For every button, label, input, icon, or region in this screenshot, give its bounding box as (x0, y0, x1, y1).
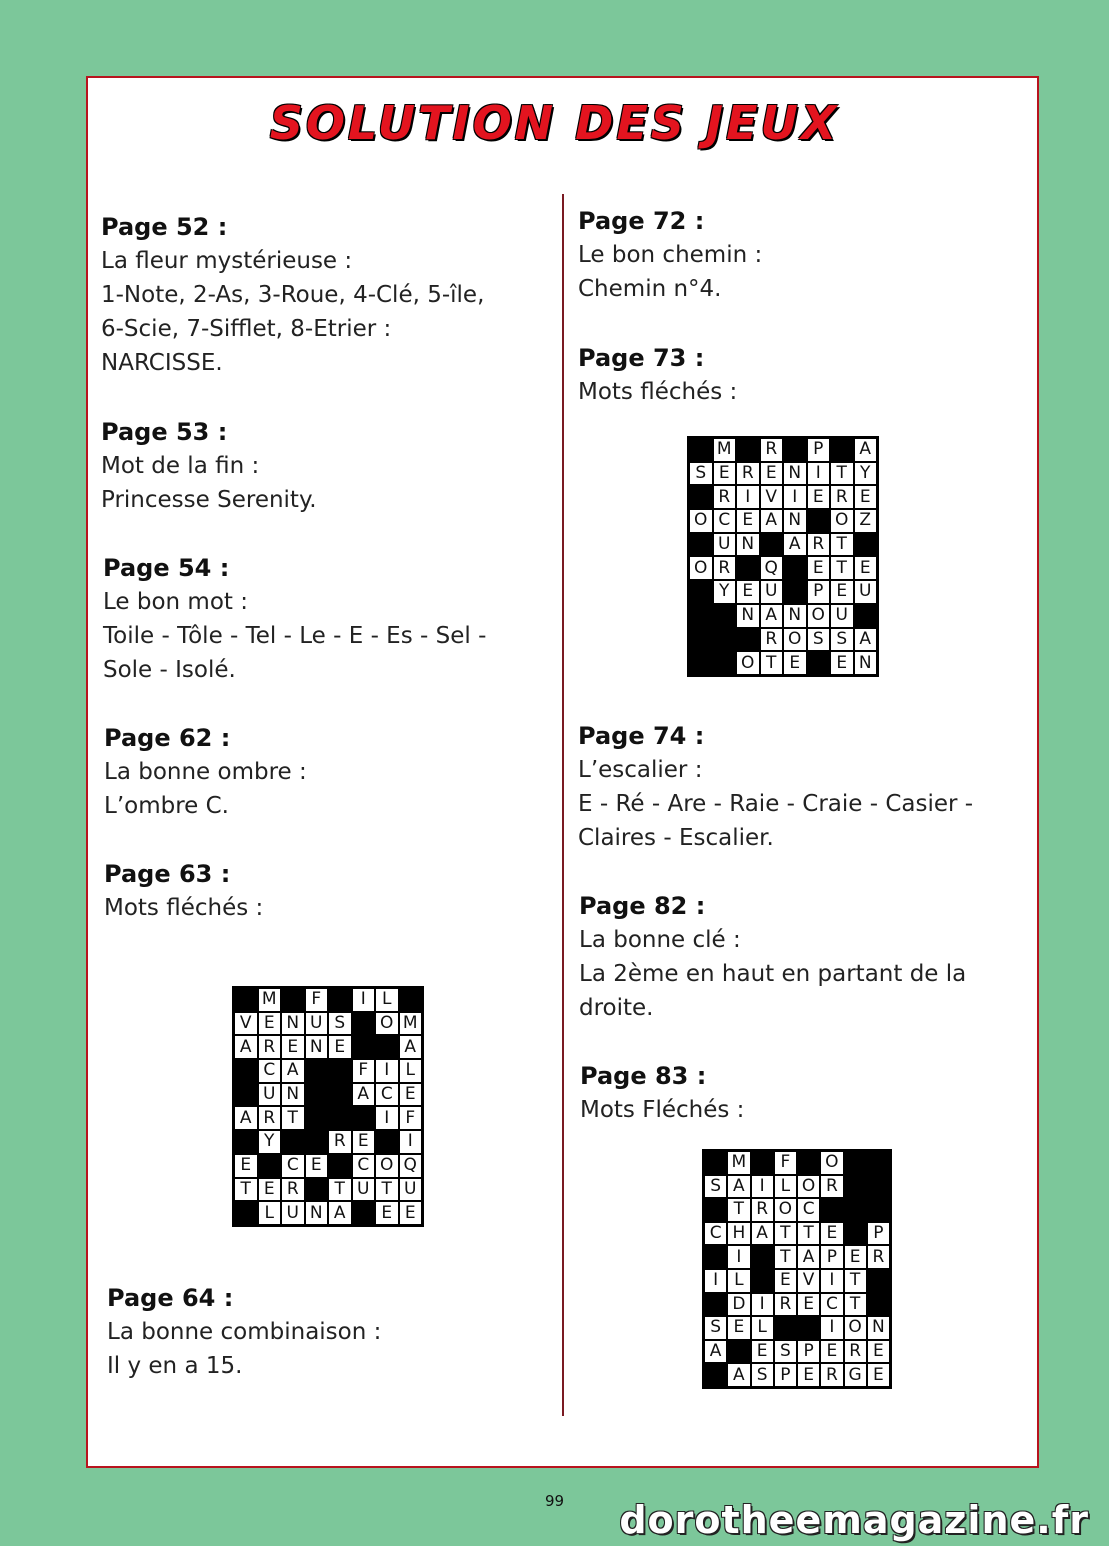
section-line: NARCISSE. (101, 350, 223, 376)
letter-cell: S (329, 1013, 351, 1035)
letter-cell: E (808, 486, 830, 508)
black-cell (690, 581, 712, 603)
section-heading: Page 62 : (104, 724, 231, 752)
section-page-52 (101, 210, 541, 380)
letter-cell: N (737, 605, 759, 627)
section-line: La 2ème en haut en partant de la (579, 961, 967, 987)
letter-cell: R (752, 1199, 773, 1221)
letter-cell: N (737, 534, 759, 556)
letter-cell: T (282, 1107, 304, 1129)
black-cell (235, 1084, 257, 1106)
black-cell (306, 1131, 328, 1153)
black-cell (329, 1107, 351, 1129)
letter-cell: F (400, 1107, 422, 1129)
letter-cell: T (845, 1270, 866, 1292)
black-cell (329, 989, 351, 1011)
black-cell (259, 1155, 281, 1177)
letter-cell: R (761, 629, 783, 651)
section-heading: Page 74 : (578, 722, 705, 750)
black-cell (306, 1084, 328, 1106)
site-watermark: dorotheemagazine.fr (619, 1498, 1089, 1542)
black-cell (714, 605, 736, 627)
letter-cell: D (728, 1294, 749, 1316)
section-heading: Page 72 : (578, 207, 705, 235)
black-cell (690, 629, 712, 651)
letter-cell: U (306, 1013, 328, 1035)
letter-cell: R (821, 1364, 842, 1386)
letter-cell: N (784, 510, 806, 532)
letter-cell: N (306, 1202, 328, 1224)
section-line: La fleur mystérieuse : (101, 248, 353, 274)
black-cell (235, 989, 257, 1011)
letter-cell: E (868, 1364, 889, 1386)
section-page-73 (578, 341, 1018, 409)
black-cell (705, 1294, 726, 1316)
section-line: Il y en a 15. (107, 1353, 243, 1379)
letter-cell: A (761, 605, 783, 627)
section-line: L’escalier : (578, 757, 703, 783)
letter-cell: U (855, 581, 877, 603)
letter-cell: E (761, 463, 783, 485)
letter-cell: C (353, 1155, 375, 1177)
black-cell (353, 1107, 375, 1129)
letter-cell: I (821, 1317, 842, 1339)
crossword-cells (705, 1152, 889, 1386)
letter-cell: E (808, 557, 830, 579)
black-cell (690, 439, 712, 461)
black-cell (845, 1223, 866, 1245)
letter-cell: T (761, 652, 783, 674)
letter-cell: R (821, 1176, 842, 1198)
letter-cell: T (775, 1246, 796, 1268)
black-cell (798, 1317, 819, 1339)
letter-cell: R (737, 463, 759, 485)
black-cell (714, 652, 736, 674)
letter-cell: T (235, 1179, 257, 1201)
letter-cell: A (705, 1341, 726, 1363)
letter-cell: I (353, 989, 375, 1011)
letter-cell: T (831, 557, 853, 579)
section-heading: Page 52 : (101, 213, 228, 241)
black-cell (737, 557, 759, 579)
section-line: Mot de la fin : (101, 453, 260, 479)
letter-cell: C (705, 1223, 726, 1245)
letter-cell: C (282, 1155, 304, 1177)
letter-cell: L (752, 1317, 773, 1339)
letter-cell: O (784, 629, 806, 651)
letter-cell: I (752, 1294, 773, 1316)
black-cell (329, 1155, 351, 1177)
letter-cell: M (728, 1152, 749, 1174)
letter-cell: R (761, 439, 783, 461)
letter-cell: L (259, 1202, 281, 1224)
section-line: Toile - Tôle - Tel - Le - E - Es - Sel - (103, 623, 487, 649)
black-cell (235, 1060, 257, 1082)
section-page-83 (580, 1059, 1020, 1127)
black-cell (235, 1131, 257, 1153)
letter-cell: E (855, 486, 877, 508)
letter-cell: P (808, 581, 830, 603)
black-cell (705, 1152, 726, 1174)
letter-cell: U (282, 1202, 304, 1224)
letter-cell: R (831, 486, 853, 508)
letter-cell: M (259, 989, 281, 1011)
black-cell (705, 1199, 726, 1221)
letter-cell: C (259, 1060, 281, 1082)
section-line: L’ombre C. (104, 793, 229, 819)
letter-cell: P (868, 1223, 889, 1245)
letter-cell: O (690, 557, 712, 579)
letter-cell: A (784, 534, 806, 556)
section-page-62 (104, 721, 544, 823)
letter-cell: T (831, 534, 853, 556)
section-line: 6-Scie, 7-Sifflet, 8-Etrier : (101, 316, 392, 342)
letter-cell: R (714, 486, 736, 508)
section-page-82 (579, 889, 1019, 1025)
letter-cell: F (306, 989, 328, 1011)
letter-cell: U (761, 581, 783, 603)
section-line: Claires - Escalier. (578, 825, 774, 851)
letter-cell: A (855, 439, 877, 461)
letter-cell: Q (400, 1155, 422, 1177)
letter-cell: N (868, 1317, 889, 1339)
section-line: 1-Note, 2-As, 3-Roue, 4-Clé, 5-île, (101, 282, 485, 308)
black-cell (784, 439, 806, 461)
letter-cell: I (705, 1270, 726, 1292)
letter-cell: L (376, 989, 398, 1011)
black-cell (752, 1270, 773, 1292)
letter-cell: O (775, 1199, 796, 1221)
letter-cell: A (728, 1364, 749, 1386)
black-cell (353, 1036, 375, 1058)
letter-cell: E (376, 1202, 398, 1224)
letter-cell: E (845, 1246, 866, 1268)
letter-cell: I (808, 463, 830, 485)
letter-cell: R (868, 1246, 889, 1268)
section-page-54 (103, 551, 543, 687)
letter-cell: U (831, 605, 853, 627)
letter-cell: S (752, 1364, 773, 1386)
letter-cell: N (282, 1084, 304, 1106)
section-heading: Page 63 : (104, 860, 231, 888)
column-divider (562, 194, 564, 1416)
letter-cell: O (737, 652, 759, 674)
black-cell (784, 581, 806, 603)
letter-cell: E (784, 652, 806, 674)
black-cell (376, 1131, 398, 1153)
black-cell (821, 1199, 842, 1221)
letter-cell: Y (855, 463, 877, 485)
page-number: 99 (544, 1492, 565, 1510)
section-page-72 (578, 204, 1018, 306)
letter-cell: E (353, 1131, 375, 1153)
letter-cell: M (400, 1013, 422, 1035)
letter-cell: M (714, 439, 736, 461)
letter-cell: E (737, 510, 759, 532)
letter-cell: A (728, 1176, 749, 1198)
letter-cell: E (259, 1013, 281, 1035)
letter-cell: A (855, 629, 877, 651)
letter-cell: A (761, 510, 783, 532)
black-cell (705, 1246, 726, 1268)
letter-cell: N (784, 605, 806, 627)
letter-cell: I (784, 486, 806, 508)
letter-cell: Y (259, 1131, 281, 1153)
letter-cell: R (775, 1294, 796, 1316)
letter-cell: E (868, 1341, 889, 1363)
crossword-grid-page-83 (702, 1149, 892, 1389)
letter-cell: T (845, 1294, 866, 1316)
letter-cell: P (775, 1364, 796, 1386)
section-line: Le bon mot : (103, 589, 248, 615)
section-line: Le bon chemin : (578, 242, 763, 268)
letter-cell: N (282, 1013, 304, 1035)
letter-cell: A (235, 1036, 257, 1058)
letter-cell: H (728, 1223, 749, 1245)
black-cell (808, 652, 830, 674)
black-cell (353, 1013, 375, 1035)
black-cell (329, 1060, 351, 1082)
letter-cell: A (353, 1084, 375, 1106)
black-cell (306, 1179, 328, 1201)
letter-cell: I (376, 1107, 398, 1129)
section-heading: Page 64 : (107, 1284, 234, 1312)
letter-cell: T (728, 1199, 749, 1221)
letter-cell: I (821, 1270, 842, 1292)
section-line: La bonne clé : (579, 927, 741, 953)
page-title: SOLUTION DES JEUX (269, 96, 840, 150)
letter-cell: L (400, 1060, 422, 1082)
letter-cell: N (855, 652, 877, 674)
black-cell (400, 989, 422, 1011)
letter-cell: R (845, 1341, 866, 1363)
black-cell (868, 1152, 889, 1174)
letter-cell: E (798, 1364, 819, 1386)
letter-cell: E (306, 1155, 328, 1177)
letter-cell: A (235, 1107, 257, 1129)
section-line: Sole - Isolé. (103, 657, 236, 683)
crossword-cells (690, 439, 876, 674)
letter-cell: I (737, 486, 759, 508)
black-cell (868, 1176, 889, 1198)
black-cell (845, 1176, 866, 1198)
black-cell (845, 1199, 866, 1221)
section-page-74 (578, 719, 1018, 855)
letter-cell: E (821, 1341, 842, 1363)
letter-cell: F (775, 1152, 796, 1174)
black-cell (808, 510, 830, 532)
section-line: droite. (579, 995, 654, 1021)
letter-cell: E (752, 1341, 773, 1363)
section-heading: Page 73 : (578, 344, 705, 372)
section-line: Mots Fléchés : (580, 1097, 745, 1123)
letter-cell: E (714, 463, 736, 485)
section-line: La bonne combinaison : (107, 1319, 382, 1345)
letter-cell: O (845, 1317, 866, 1339)
black-cell (868, 1199, 889, 1221)
section-line: Chemin n°4. (578, 276, 722, 302)
letter-cell: C (376, 1084, 398, 1106)
letter-cell: O (808, 605, 830, 627)
black-cell (728, 1341, 749, 1363)
letter-cell: Z (855, 510, 877, 532)
letter-cell: A (400, 1036, 422, 1058)
letter-cell: V (235, 1013, 257, 1035)
letter-cell: C (714, 510, 736, 532)
letter-cell: S (705, 1176, 726, 1198)
section-line: La bonne ombre : (104, 759, 307, 785)
letter-cell: L (775, 1176, 796, 1198)
letter-cell: V (798, 1270, 819, 1292)
black-cell (306, 1107, 328, 1129)
letter-cell: A (798, 1246, 819, 1268)
letter-cell: E (831, 652, 853, 674)
letter-cell: E (400, 1202, 422, 1224)
letter-cell: E (728, 1317, 749, 1339)
letter-cell: T (798, 1223, 819, 1245)
letter-cell: Y (714, 581, 736, 603)
letter-cell: T (775, 1223, 796, 1245)
black-cell (690, 605, 712, 627)
black-cell (306, 1060, 328, 1082)
black-cell (376, 1036, 398, 1058)
letter-cell: A (752, 1223, 773, 1245)
letter-cell: N (306, 1036, 328, 1058)
section-line: Mots fléchés : (104, 895, 264, 921)
letter-cell: V (761, 486, 783, 508)
letter-cell: L (728, 1270, 749, 1292)
black-cell (761, 534, 783, 556)
letter-cell: U (714, 534, 736, 556)
letter-cell: E (329, 1036, 351, 1058)
letter-cell: O (376, 1155, 398, 1177)
letter-cell: O (821, 1152, 842, 1174)
letter-cell: E (775, 1270, 796, 1292)
black-cell (282, 989, 304, 1011)
letter-cell: E (282, 1036, 304, 1058)
black-cell (784, 557, 806, 579)
black-cell (714, 629, 736, 651)
letter-cell: P (821, 1246, 842, 1268)
letter-cell: C (821, 1294, 842, 1316)
letter-cell: N (784, 463, 806, 485)
black-cell (690, 652, 712, 674)
black-cell (868, 1294, 889, 1316)
section-page-63 (104, 857, 544, 925)
letter-cell: R (282, 1179, 304, 1201)
crossword-cells (235, 989, 421, 1224)
black-cell (690, 486, 712, 508)
letter-cell: S (705, 1317, 726, 1339)
letter-cell: I (376, 1060, 398, 1082)
crossword-grid-page-73 (687, 436, 879, 677)
black-cell (831, 439, 853, 461)
letter-cell: E (235, 1155, 257, 1177)
letter-cell: P (798, 1341, 819, 1363)
letter-cell: S (690, 463, 712, 485)
letter-cell: O (690, 510, 712, 532)
black-cell (798, 1152, 819, 1174)
letter-cell: T (329, 1179, 351, 1201)
letter-cell: A (282, 1060, 304, 1082)
letter-cell: O (831, 510, 853, 532)
black-cell (235, 1202, 257, 1224)
crossword-grid-page-63 (232, 986, 424, 1227)
letter-cell: T (376, 1179, 398, 1201)
black-cell (737, 629, 759, 651)
letter-cell: R (259, 1107, 281, 1129)
letter-cell: S (808, 629, 830, 651)
letter-cell: A (329, 1202, 351, 1224)
black-cell (855, 534, 877, 556)
black-cell (737, 439, 759, 461)
section-heading: Page 54 : (103, 554, 230, 582)
black-cell (868, 1270, 889, 1292)
section-page-53 (101, 415, 541, 517)
section-page-64 (107, 1281, 547, 1383)
letter-cell: F (353, 1060, 375, 1082)
letter-cell: R (714, 557, 736, 579)
black-cell (282, 1131, 304, 1153)
letter-cell: I (728, 1246, 749, 1268)
letter-cell: R (259, 1036, 281, 1058)
letter-cell: E (821, 1223, 842, 1245)
letter-cell: E (400, 1084, 422, 1106)
letter-cell: E (259, 1179, 281, 1201)
letter-cell: E (855, 557, 877, 579)
letter-cell: S (831, 629, 853, 651)
section-line: E - Ré - Are - Raie - Craie - Casier - (578, 791, 974, 817)
letter-cell: O (376, 1013, 398, 1035)
section-line: Mots fléchés : (578, 379, 738, 405)
black-cell (690, 534, 712, 556)
letter-cell: P (808, 439, 830, 461)
black-cell (775, 1317, 796, 1339)
black-cell (845, 1152, 866, 1174)
section-heading: Page 82 : (579, 892, 706, 920)
letter-cell: I (752, 1176, 773, 1198)
letter-cell: G (845, 1364, 866, 1386)
black-cell (705, 1364, 726, 1386)
letter-cell: U (353, 1179, 375, 1201)
letter-cell: U (259, 1084, 281, 1106)
black-cell (353, 1202, 375, 1224)
letter-cell: O (798, 1176, 819, 1198)
letter-cell: S (775, 1341, 796, 1363)
black-cell (752, 1152, 773, 1174)
black-cell (752, 1246, 773, 1268)
letter-cell: U (400, 1179, 422, 1201)
black-cell (329, 1084, 351, 1106)
section-line: Princesse Serenity. (101, 487, 317, 513)
letter-cell: C (798, 1199, 819, 1221)
black-cell (855, 605, 877, 627)
letter-cell: E (737, 581, 759, 603)
section-heading: Page 83 : (580, 1062, 707, 1090)
letter-cell: T (831, 463, 853, 485)
letter-cell: R (808, 534, 830, 556)
letter-cell: R (329, 1131, 351, 1153)
section-heading: Page 53 : (101, 418, 228, 446)
letter-cell: E (831, 581, 853, 603)
letter-cell: Q (761, 557, 783, 579)
letter-cell: E (798, 1294, 819, 1316)
letter-cell: I (400, 1131, 422, 1153)
